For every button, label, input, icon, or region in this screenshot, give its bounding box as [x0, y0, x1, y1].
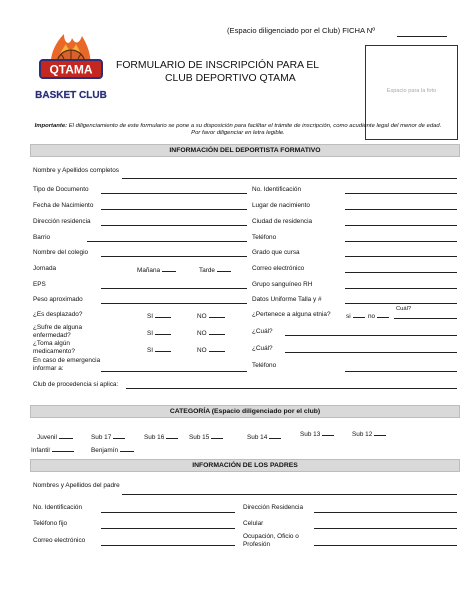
section-header-parents: INFORMACIÓN DE LOS PADRES	[30, 459, 460, 472]
athlete-name-field[interactable]	[122, 178, 457, 179]
afternoon-option[interactable]: Tarde	[199, 265, 231, 275]
phone-label: Teléfono	[252, 234, 277, 241]
club-logo	[30, 28, 112, 106]
illness-label: ¿Sufre de alguna enfermedad?	[33, 324, 83, 339]
city-label: Ciudad de residencia	[252, 218, 313, 225]
ethnicity-no-option[interactable]: no	[368, 311, 389, 321]
medication-which-label: ¿Cuál?	[252, 345, 273, 352]
category-sub14[interactable]: Sub 14	[247, 432, 281, 442]
email-label: Correo electrónico	[252, 265, 305, 272]
notice-text: Importante: El diligenciamiento de este formulario se pone a su disposición para facilitar el trámite de inscripción, como acudiente legal del menor de edad. Por favor diligenciar en letra legible.	[34, 123, 442, 137]
illness-which-field[interactable]	[285, 335, 457, 336]
previous-club-field[interactable]	[126, 388, 457, 389]
id-number-label: No. Identificación	[252, 186, 302, 193]
form-title-line1: FORMULARIO DE INSCRIPCIÓN PARA EL	[116, 60, 320, 71]
grade-field[interactable]	[345, 256, 457, 257]
eps-field[interactable]	[101, 288, 247, 289]
school-label: Nombre del colegio	[33, 249, 89, 256]
phone-field[interactable]	[345, 241, 457, 242]
parent-occupation-field[interactable]	[314, 545, 457, 546]
medication-which-field[interactable]	[285, 352, 457, 353]
birth-place-field[interactable]	[345, 209, 457, 210]
school-field[interactable]	[101, 256, 247, 257]
parent-id-label: No. Identificación	[33, 504, 83, 511]
parent-name-label: Nombres y Apellidos del padre	[33, 482, 120, 489]
birth-place-label: Lugar de nacimiento	[252, 202, 310, 209]
illness-no-option[interactable]: NO	[197, 328, 225, 338]
basketball-logo-icon	[30, 28, 112, 106]
parent-mobile-label: Celular	[243, 520, 264, 527]
parent-address-field[interactable]	[314, 512, 457, 513]
uniform-field[interactable]	[345, 303, 457, 304]
parent-mobile-field[interactable]	[314, 528, 457, 529]
illness-yes-option[interactable]: SI	[147, 328, 171, 338]
address-label: Dirección residencia	[33, 218, 91, 225]
category-sub16[interactable]: Sub 16	[144, 432, 178, 442]
displaced-label: ¿Es desplazado?	[33, 311, 83, 318]
email-field[interactable]	[345, 272, 457, 273]
ethnicity-yes-option[interactable]: si	[346, 311, 365, 321]
parent-address-label: Dirección Residencia	[243, 504, 304, 511]
category-juvenil[interactable]: Juvenil	[37, 432, 73, 442]
previous-club-label: Club de procedencia si aplica:	[33, 381, 119, 388]
weight-field[interactable]	[101, 303, 247, 304]
ethnicity-which-field[interactable]	[394, 318, 457, 319]
schedule-label: Jornada	[33, 265, 57, 272]
medication-yes-option[interactable]: SI	[147, 345, 171, 355]
uniform-label: Datos Uniforme Talla y #	[252, 296, 322, 303]
displaced-yes-option[interactable]: SI	[147, 311, 171, 321]
medication-no-option[interactable]: NO	[197, 345, 225, 355]
svg-text:BASKET CLUB: BASKET CLUB	[35, 90, 107, 101]
category-sub15[interactable]: Sub 15	[189, 432, 223, 442]
section-header-athlete: INFORMACIÓN DEL DEPORTISTA FORMATIVO	[30, 144, 460, 157]
ficha-number-field[interactable]	[397, 36, 447, 37]
neighborhood-label: Barrio	[33, 234, 51, 241]
morning-option[interactable]: Mañana	[137, 265, 176, 275]
category-sub12[interactable]: Sub 12	[352, 429, 386, 439]
doc-type-label: Tipo de Documento	[33, 186, 89, 193]
blood-type-label: Grupo sanguíneo RH	[252, 281, 313, 288]
parent-phone-label: Teléfono fijo	[33, 520, 68, 527]
photo-placeholder: Espacio para la foto	[386, 88, 437, 94]
parent-email-field[interactable]	[101, 545, 235, 546]
parent-id-field[interactable]	[101, 512, 235, 513]
svg-text:QTAMA: QTAMA	[49, 62, 93, 77]
emergency-field[interactable]	[101, 371, 247, 372]
category-sub17[interactable]: Sub 17	[91, 432, 125, 442]
illness-which-label: ¿Cuál?	[252, 328, 273, 335]
blood-type-field[interactable]	[345, 288, 457, 289]
doc-type-field[interactable]	[101, 193, 247, 194]
emergency-phone-field[interactable]	[345, 371, 457, 372]
ethnicity-label: ¿Pertenece a alguna etnia?	[252, 311, 331, 318]
parent-phone-field[interactable]	[101, 528, 235, 529]
parent-name-field[interactable]	[122, 494, 457, 495]
parent-occupation-label: Ocupación, Oficio o Profesión	[243, 533, 299, 548]
medication-label: ¿Toma algún medicamento?	[33, 340, 75, 355]
athlete-name-label: Nombre y Apellidos completos	[33, 167, 119, 174]
category-benjamin[interactable]: Benjamín	[91, 445, 134, 455]
city-field[interactable]	[345, 225, 457, 226]
ficha-label: (Espacio diligenciado por el Club) FICHA Nº	[227, 26, 375, 35]
weight-label: Peso aproximado	[33, 296, 83, 303]
birth-date-field[interactable]	[101, 209, 247, 210]
address-field[interactable]	[101, 225, 247, 226]
category-sub13[interactable]: Sub 13	[300, 429, 334, 439]
grade-label: Grado que cursa	[252, 249, 300, 256]
emergency-phone-label: Teléfono	[252, 362, 277, 369]
section-header-category: CATEGORÍA (Espacio diligenciado por el club)	[30, 405, 460, 418]
eps-label: EPS	[33, 281, 46, 288]
form-title-line2: CLUB DEPORTIVO QTAMA	[165, 73, 296, 84]
category-infantil[interactable]: Infantil	[31, 445, 74, 455]
birth-date-label: Fecha de Nacimiento	[33, 202, 94, 209]
id-number-field[interactable]	[345, 193, 457, 194]
ethnicity-which-label: Cuál?	[396, 306, 412, 312]
displaced-no-option[interactable]: NO	[197, 311, 225, 321]
parent-email-label: Correo electrónico	[33, 537, 86, 544]
emergency-label: En caso de emergencia informar a:	[33, 357, 101, 372]
neighborhood-field[interactable]	[87, 241, 247, 242]
